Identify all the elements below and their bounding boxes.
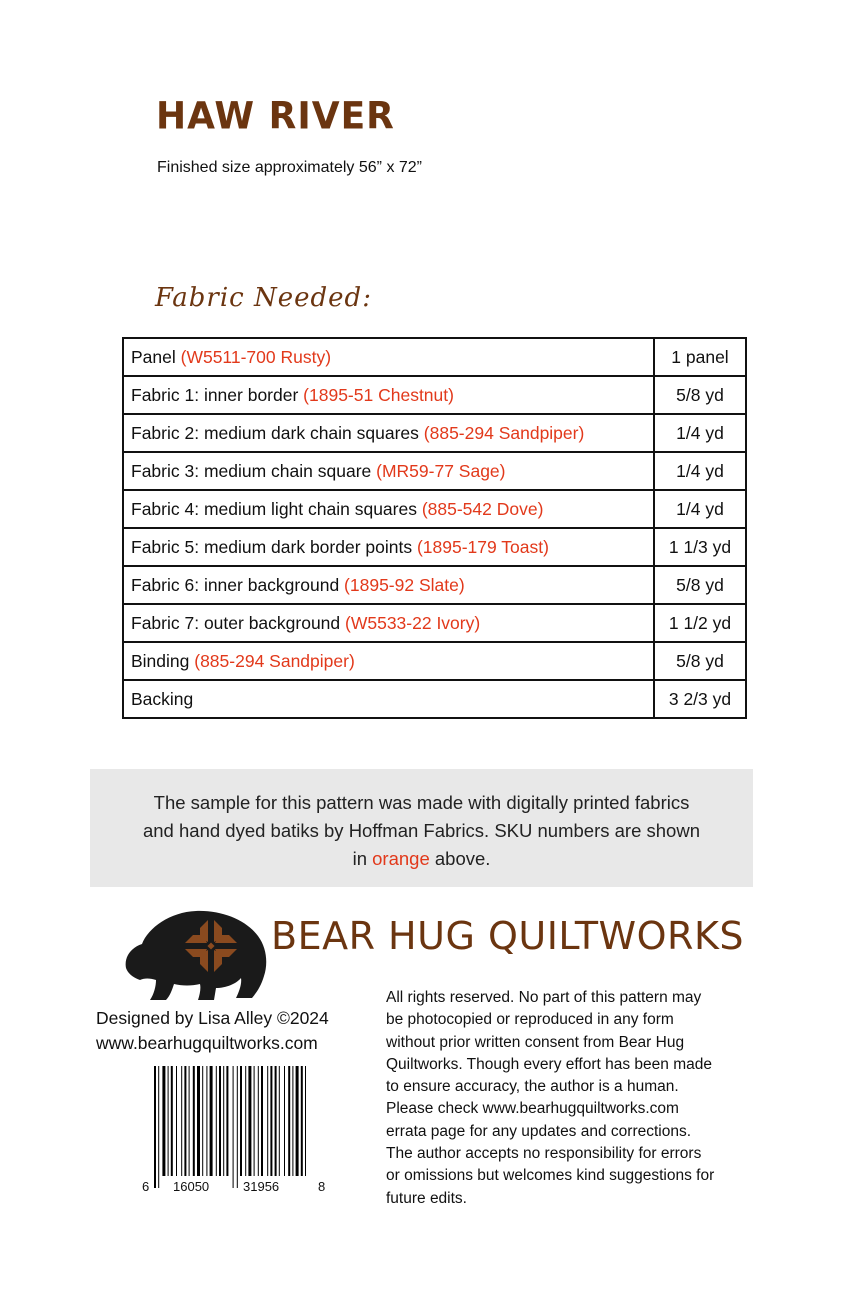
- barcode-bar: [245, 1066, 246, 1176]
- barcode-group-1: 16050: [173, 1179, 210, 1194]
- barcode-bar: [270, 1066, 272, 1176]
- barcode-bar: [292, 1066, 293, 1176]
- barcode-bar: [279, 1066, 280, 1176]
- barcode-bar: [181, 1066, 182, 1176]
- note-line: in: [352, 848, 373, 869]
- fabric-quantity: 3 2/3 yd: [654, 680, 746, 718]
- fabric-label: Fabric 6: inner background: [131, 574, 345, 595]
- fabric-sku: (1895-51 Chestnut): [303, 384, 454, 405]
- barcode-bar: [216, 1066, 217, 1176]
- fabric-quantity: 1/4 yd: [654, 490, 746, 528]
- fabric-quantity: 1/4 yd: [654, 452, 746, 490]
- fabric-label: Fabric 1: inner border: [131, 384, 304, 405]
- note-line: The sample for this pattern was made with digitally printed fabrics: [153, 792, 690, 813]
- bear-with-quilt-star-icon: [118, 906, 268, 1006]
- table-row: [123, 490, 746, 528]
- rights-line: errata page for any updates and corrections.: [386, 1122, 692, 1140]
- designer-line: Designed by Lisa Alley ©2024: [96, 1008, 329, 1028]
- table-row: [123, 452, 746, 490]
- brand-name: BEAR HUG QUILTWORKS: [271, 914, 744, 958]
- barcode-bar: [275, 1066, 277, 1176]
- barcode-bar: [162, 1066, 165, 1176]
- fabric-sku: (W5533-22 Ivory): [345, 612, 481, 633]
- fabric-cell: [123, 680, 654, 718]
- rights-line: or omissions but welcomes kind suggestions for: [386, 1167, 715, 1185]
- fabric-quantity: 1 1/2 yd: [654, 604, 746, 642]
- fabric-needed-heading: Fabric Needed:: [155, 283, 372, 313]
- table-row: [123, 338, 746, 376]
- fabric-cell: [123, 490, 654, 528]
- fabric-label: Fabric 2: medium dark chain squares: [131, 422, 424, 443]
- barcode-check-digit: 8: [318, 1179, 326, 1194]
- barcode-bar: [176, 1066, 177, 1176]
- fabric-quantity: 5/8 yd: [654, 376, 746, 414]
- barcode-bar: [301, 1066, 303, 1176]
- pattern-title: HAW RIVER: [156, 94, 395, 139]
- note-line: and hand dyed batiks by Hoffman Fabrics. SKU numbers are shown: [142, 820, 700, 841]
- fabric-cell: [123, 414, 654, 452]
- table-row: [123, 680, 746, 718]
- table-row: [123, 604, 746, 642]
- fabric-quantity: 5/8 yd: [654, 566, 746, 604]
- barcode-bar: [219, 1066, 221, 1176]
- fabric-quantity: 5/8 yd: [654, 642, 746, 680]
- barcode-bar: [189, 1066, 190, 1176]
- rights-line: future edits.: [386, 1189, 467, 1207]
- fabric-sku: (MR59-77 Sage): [376, 460, 506, 481]
- fabric-cell: [123, 376, 654, 414]
- note-highlight: orange: [372, 848, 430, 869]
- fabric-cell: [123, 452, 654, 490]
- barcode-bar: [154, 1066, 156, 1188]
- fabric-sku: (885-542 Dove): [421, 498, 544, 519]
- table-row: [123, 376, 746, 414]
- rights-line: be photocopied or reproduced in any form: [386, 1011, 674, 1029]
- rights-line: to ensure accuracy, the author is a human.: [386, 1078, 679, 1096]
- barcode-bar: [226, 1066, 228, 1176]
- rights-line: All rights reserved. No part of this pattern may: [386, 989, 702, 1006]
- barcode-bar: [193, 1066, 195, 1176]
- table-row: [123, 566, 746, 604]
- rights-line: Quiltworks. Though every effort has been made: [386, 1055, 712, 1073]
- table-row: [123, 528, 746, 566]
- barcode-bar: [202, 1066, 203, 1176]
- barcode-bar: [237, 1066, 238, 1188]
- fabric-quantity: 1/4 yd: [654, 414, 746, 452]
- barcode-icon: [140, 1064, 330, 1199]
- fabric-cell: [123, 528, 654, 566]
- barcode-group-2: 31956: [243, 1179, 280, 1194]
- rights-line: Please check www.bearhugquiltworks.com: [386, 1100, 679, 1118]
- barcode-bar: [184, 1066, 186, 1176]
- fabric-sku: (1895-92 Slate): [344, 574, 465, 595]
- fabric-label: Fabric 3: medium chain square: [131, 460, 377, 481]
- fabric-label: Panel: [131, 346, 181, 367]
- barcode-bar: [258, 1066, 259, 1176]
- fabric-sku: (885-294 Sandpiper): [423, 422, 585, 443]
- table-row: [123, 414, 746, 452]
- rights-notice: [386, 987, 786, 1210]
- barcode-bar: [305, 1066, 306, 1176]
- barcode-bar: [267, 1066, 268, 1176]
- barcode-bar: [171, 1066, 173, 1176]
- fabric-label: Fabric 7: outer background: [131, 612, 346, 633]
- barcode-bar: [296, 1066, 299, 1176]
- barcode-bar: [261, 1066, 263, 1176]
- barcode-bar: [254, 1066, 255, 1176]
- barcode-bar: [210, 1066, 213, 1176]
- fabric-quantity: 1 1/3 yd: [654, 528, 746, 566]
- barcode-bar: [168, 1066, 169, 1176]
- fabric-quantity: 1 panel: [654, 338, 746, 376]
- finished-size: Finished size approximately 56” x 72”: [157, 159, 423, 176]
- fabric-sku: (W5511-700 Rusty): [180, 346, 332, 367]
- fabric-cell: [123, 604, 654, 642]
- barcode-bar: [206, 1066, 207, 1176]
- fabric-label: Fabric 5: medium dark border points: [131, 536, 417, 557]
- barcode-bar: [248, 1066, 251, 1176]
- fabric-cell: [123, 642, 654, 680]
- barcode-bar: [288, 1066, 290, 1176]
- barcode-bar: [240, 1066, 242, 1176]
- barcode-bar: [233, 1066, 234, 1188]
- fabric-sku: (1895-179 Toast): [416, 536, 549, 557]
- rights-line: The author accepts no responsibility for errors: [386, 1145, 702, 1163]
- fabric-label: Binding: [131, 650, 195, 671]
- table-row: [123, 642, 746, 680]
- fabric-label: Backing: [131, 688, 194, 709]
- note-line: above.: [429, 848, 491, 869]
- barcode-bar: [284, 1066, 285, 1176]
- website: www.bearhugquiltworks.com: [96, 1033, 318, 1053]
- fabric-cell: [123, 338, 654, 376]
- barcode-bar: [158, 1066, 159, 1188]
- fabric-label: Fabric 4: medium light chain squares: [131, 498, 422, 519]
- fabric-cell: [123, 566, 654, 604]
- barcode-bar: [197, 1066, 200, 1176]
- rights-line: without prior written consent from Bear Hug: [386, 1033, 685, 1051]
- sku-note: [90, 789, 753, 873]
- fabric-table: [122, 337, 747, 719]
- sku-note-box: [90, 769, 753, 887]
- fabric-sku: (885-294 Sandpiper): [194, 650, 355, 671]
- barcode-bar: [223, 1066, 224, 1176]
- barcode-lead-digit: 6: [142, 1179, 150, 1194]
- designer-credit: [96, 1006, 329, 1056]
